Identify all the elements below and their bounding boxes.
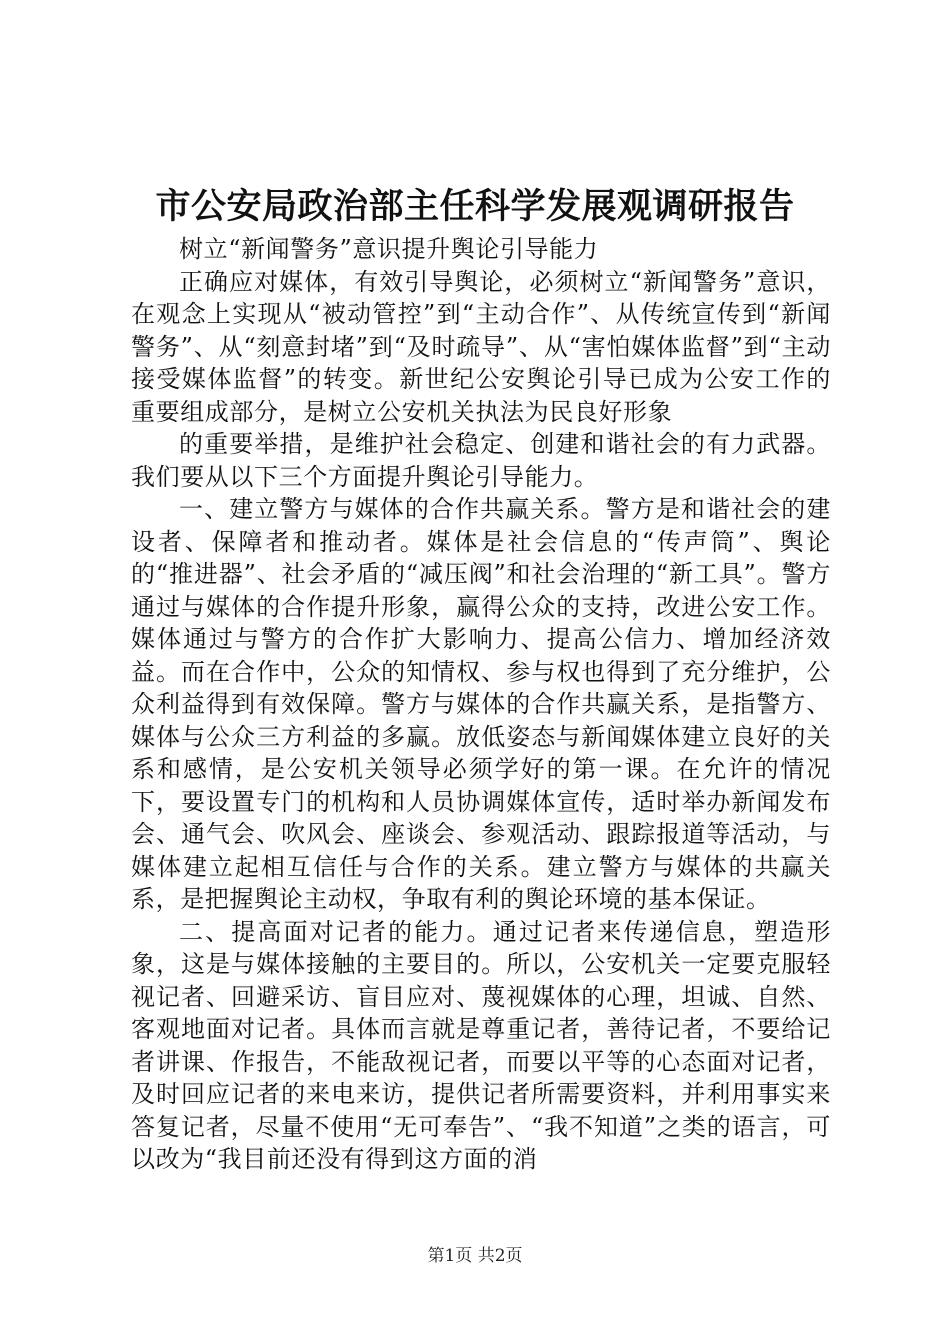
document-body [131,233,831,1176]
page-number-footer: 第1页 共2页 [427,1246,523,1266]
document-title: 市公安局政治部主任科学发展观调研报告 [155,186,795,227]
body-paragraph: 的重要举措，是维护社会稳定、创建和谐社会的有力武器。我们要从以下三个方面提升舆论引导能力。 [131,430,831,491]
subtitle-paragraph: 树立“新闻警务”意识提升舆论引导能力 [179,235,599,263]
body-paragraph: 一、建立警方与媒体的合作共赢关系。警方是和谐社会的建设者、保障者和推动者。媒体是社会信息的“传声筒”、舆论的“推进器”、社会矛盾的“减压阀”和社会治理的“新工具”。警方通过与媒体的合作提升形象，赢得公众的支持，改进公安工作。媒体通过与警方的合作扩大影响力、提高公信力、增加经济效益。而在合作中，公众的知情权、参与权也得到了充分维护，公众利益得到有效保障。警方与媒体的合作共赢关系，是指警方、媒体与公众三方利益的多赢。放低姿态与新闻媒体建立良好的关系和感情，是公安机关领导必须学好的第一课。在允许的情况下，要设置专门的机构和人员协调媒体宣传，适时举办新闻发布会、通气会、吹风会、座谈会、参观活动、跟踪报道等活动，与媒体建立起相互信任与合作的关系。建立警方与媒体的共赢关系，是把握舆论主动权，争取有利的舆论环境的基本保证。 [131,495,831,913]
body-paragraph: 二、提高面对记者的能力。通过记者来传递信息，塑造形象，这是与媒体接触的主要目的。所以，公安机关一定要克服轻视记者、回避采访、盲目应对、蔑视媒体的心理，坦诚、自然、客观地面对记者。具体而言就是尊重记者，善待记者，不要给记者讲课、作报告，不能敌视记者，而要以平等的心态面对记者，及时回应记者的来电来访，提供记者所需要资料，并利用事实来答复记者，尽量不使用“无可奉告”、“我不知道”之类的语言，可以改为“我目前还没有得到这方面的消 [131,917,831,1173]
body-paragraph: 正确应对媒体，有效引导舆论，必须树立“新闻警务”意识，在观念上实现从“被动管控”到“主动合作”、从传统宣传到“新闻警务”、从“刻意封堵”到“及时疏导”、从“害怕媒体监督”到“主动接受媒体监督”的转变。新世纪公安舆论引导已成为公安工作的重要组成部分，是树立公安机关执法为民良好形象 [131,267,831,426]
